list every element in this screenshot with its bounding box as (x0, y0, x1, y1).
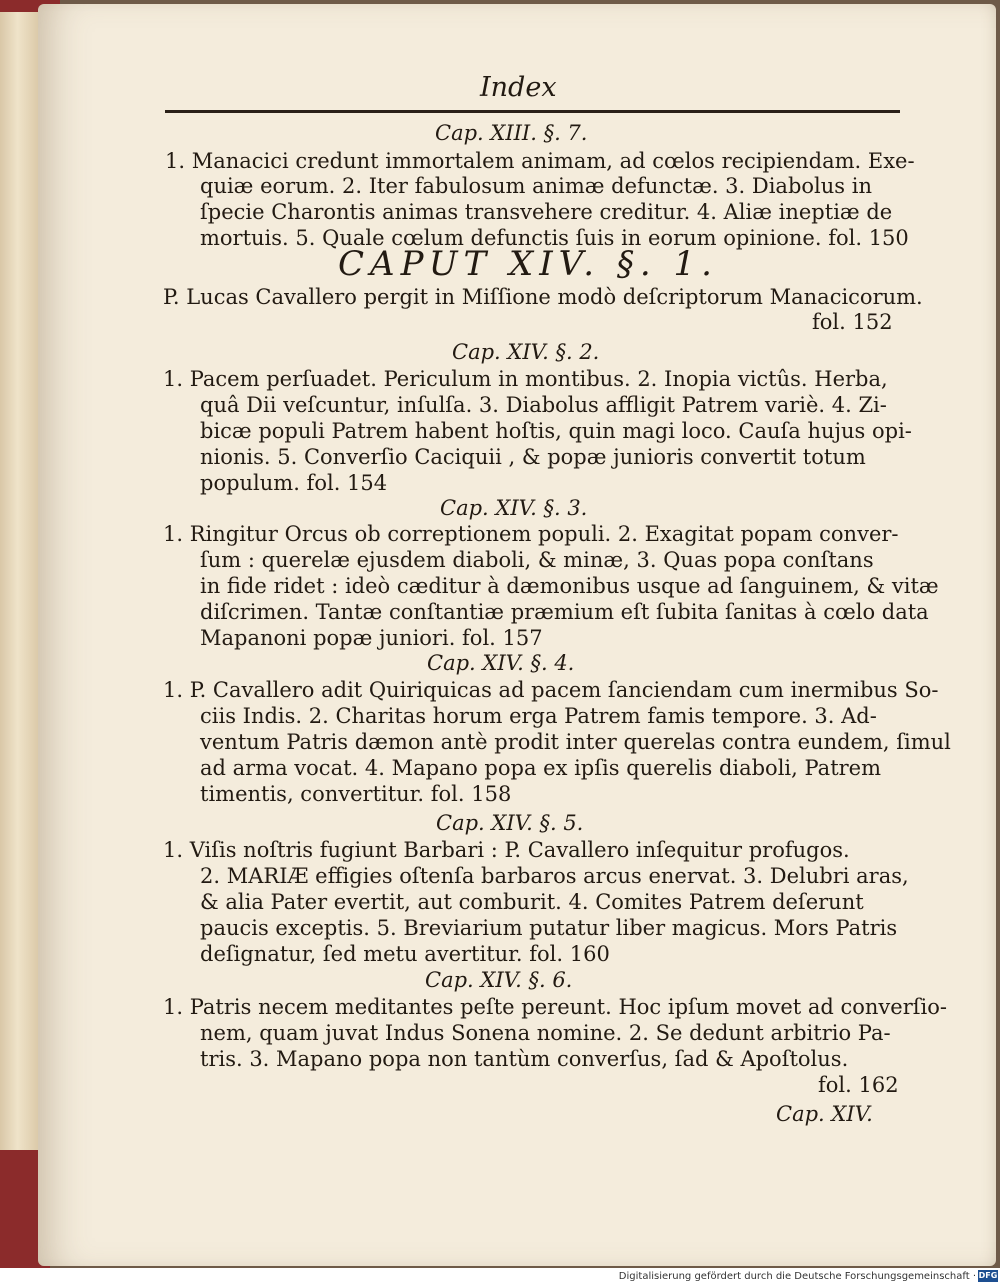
header-rule (165, 110, 900, 113)
digitization-footer (0, 1268, 1000, 1285)
index-line: 1. Patris necem meditantes peſte pereunt. Hoc ipſum movet ad converſio- (163, 995, 947, 1019)
section-heading: CAPUT XIV. §. 1. (338, 244, 718, 284)
running-header: Index (480, 72, 557, 103)
index-line: & alia Pater evertit, aut comburit. 4. Comites Patrem deſerunt (200, 890, 864, 914)
index-line: P. Lucas Cavallero pergit in Miſſione modò deſcriptorum Manacicorum. (163, 285, 923, 309)
index-line: nionis. 5. Converſio Caciquii , & popæ junioris convertit totum (200, 445, 866, 469)
index-line: ventum Patris dæmon antè prodit inter querelas contra eundem, ſimul (200, 730, 951, 754)
dfg-logo: DFG (978, 1271, 998, 1280)
index-line: Mapanoni popæ juniori. fol. 157 (200, 626, 543, 650)
index-line: in fide ridet : ideò cæditur à dæmonibus usque ad ſanguinem, & vitæ (200, 574, 939, 598)
index-line: mortuis. 5. Quale cœlum defunctis ſuis in eorum opinione. fol. 150 (200, 226, 909, 250)
section-heading: Cap. XIV. (776, 1102, 873, 1126)
index-line: bicæ populi Patrem habent hoſtis, quin magi loco. Cauſa hujus opi- (200, 419, 912, 443)
index-line: 1. Viſis noſtris fugiunt Barbari : P. Cavallero inſequitur profugos. (163, 838, 850, 862)
index-line: quâ Dii veſcuntur, inſulſa. 3. Diabolus affligit Patrem variè. 4. Zi- (200, 393, 887, 417)
index-line: paucis exceptis. 5. Breviarium putatur liber magicus. Mors Patris (200, 916, 898, 940)
footer-text: Digitalisierung gefördert durch die Deutsche Forschungsgemeinschaft · (618, 1271, 976, 1282)
section-heading: Cap. XIV. §. 6. (425, 968, 573, 992)
index-line: ad arma vocat. 4. Mapano popa ex ipſis querelis diaboli, Patrem (200, 756, 882, 780)
index-line: fol. 162 (818, 1073, 899, 1097)
index-line: deſignatur, ſed metu avertitur. fol. 160 (200, 942, 610, 966)
index-line: populum. fol. 154 (200, 471, 388, 495)
index-line: 1. Ringitur Orcus ob correptionem populi. 2. Exagitat popam conver- (163, 522, 899, 546)
index-line: tris. 3. Mapano popa non tantùm converſus, ſad & Apoſtolus. (200, 1047, 849, 1071)
index-line: 2. MARIÆ effigies oſtenſa barbaros arcus enervat. 3. Delubri aras, (200, 864, 909, 888)
section-heading: Cap. XIII. §. 7. (435, 121, 588, 145)
section-heading: Cap. XIV. §. 5. (436, 811, 584, 835)
index-line: nem, quam juvat Indus Sonena nomine. 2. Se dedunt arbitrio Pa- (200, 1021, 891, 1045)
section-heading: Cap. XIV. §. 3. (440, 496, 588, 520)
index-line: ciis Indis. 2. Charitas horum erga Patrem famis tempore. 3. Ad- (200, 704, 877, 728)
index-line: ſpecie Charontis animas transvehere creditur. 4. Aliæ ineptiæ de (200, 200, 893, 224)
index-line: quiæ eorum. 2. Iter fabulosum animæ defunctæ. 3. Diabolus in (200, 174, 872, 198)
index-line: timentis, convertitur. fol. 158 (200, 782, 512, 806)
index-line: 1. Manacici credunt immortalem animam, ad cœlos recipiendam. Exe- (165, 149, 915, 173)
index-line: diſcrimen. Tantæ conſtantiæ præmium eſt ſubita ſanitas à cœlo data (200, 600, 929, 624)
section-heading: Cap. XIV. §. 4. (427, 651, 575, 675)
index-line: ſum : querelæ ejusdem diaboli, & minæ, 3. Quas popa conſtans (200, 548, 874, 572)
index-line: 1. P. Cavallero adit Quiriquicas ad pacem ſanciendam cum inermibus So- (163, 678, 939, 702)
index-line: 1. Pacem perſuadet. Periculum in montibus. 2. Inopia victûs. Herba, (163, 367, 888, 391)
index-line: fol. 152 (812, 310, 893, 334)
section-heading: Cap. XIV. §. 2. (452, 340, 600, 364)
